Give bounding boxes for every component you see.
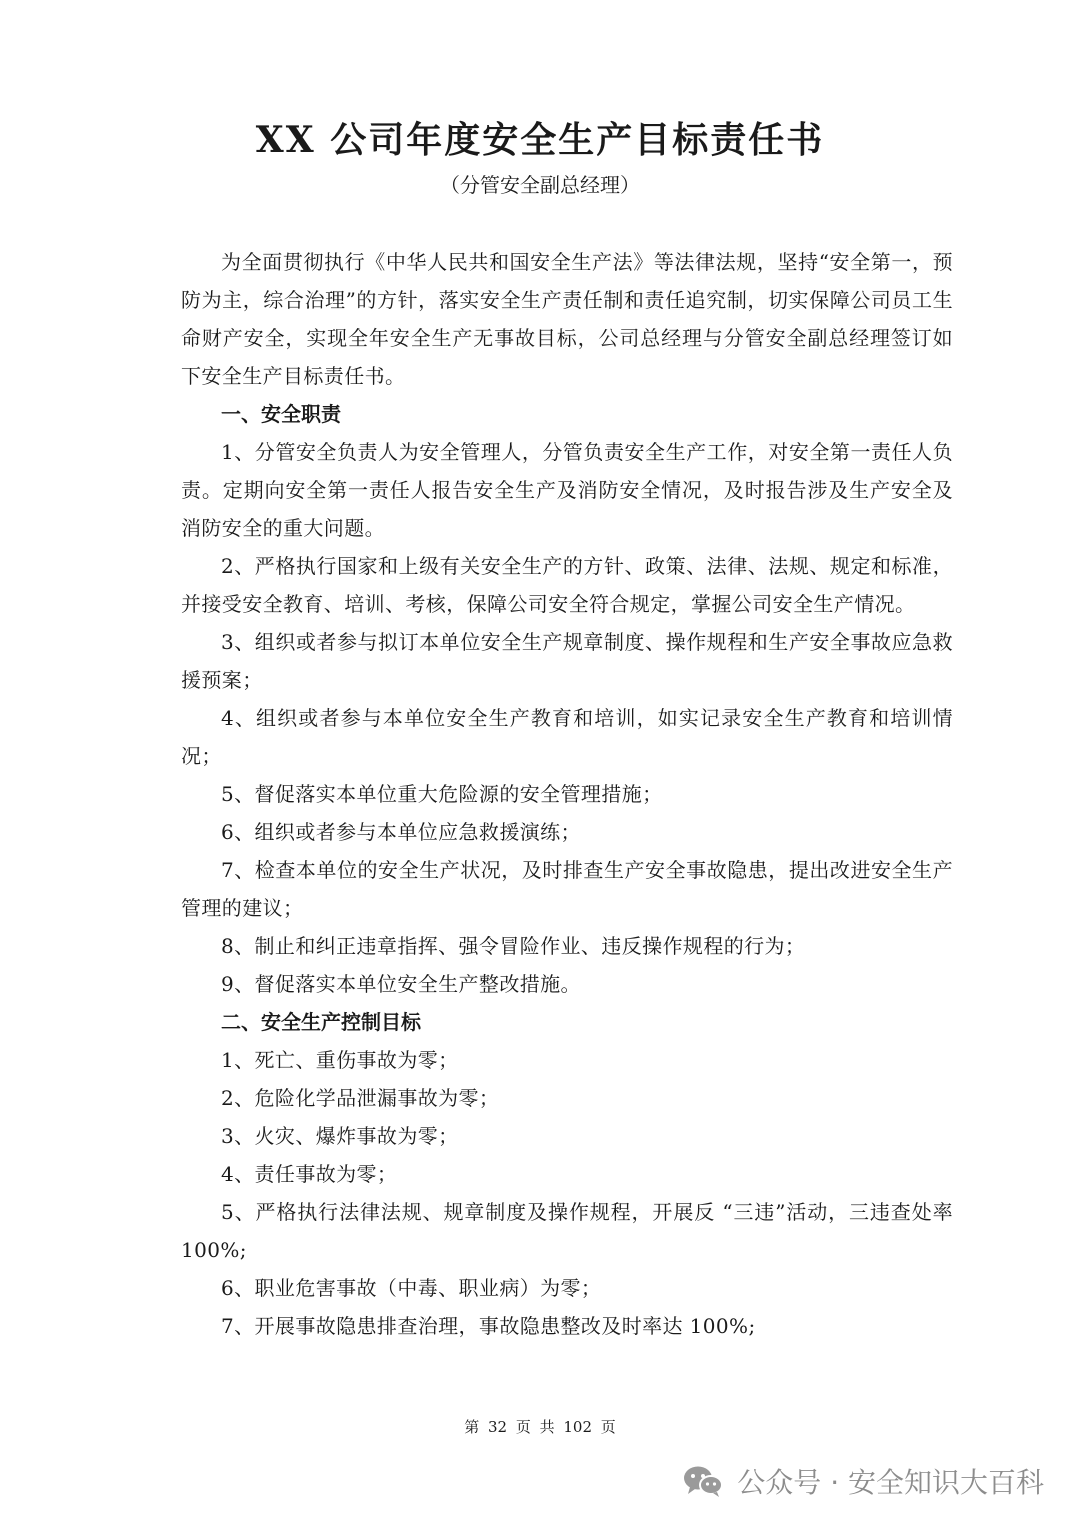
intro-paragraph: 为全面贯彻执行《中华人民共和国安全生产法》等法律法规，坚持“安全第一，预防为主，综合治理”的方针，落实安全生产责任制和责任追究制，切实保障公司员工生命财产安全，实现全年安全生产无事故目标，公司总经理与分管安全副总经理签订如下安全生产目标责任书。 [181,250,953,388]
section-heading-duties: 一、安全职责 [221,402,341,426]
target-item: 3、火灾、爆炸事故为零； [221,1124,459,1148]
duty-item: 5、督促落实本单位重大危险源的安全管理措施； [221,782,663,806]
target-item: 4、责任事故为零； [221,1162,398,1186]
page-title: XX 公司年度安全生产目标责任书 [255,119,825,161]
duty-item: 2、严格执行国家和上级有关安全生产的方针、政策、法律、法规、规定和标准，并接受安全教育、培训、考核，保障公司安全符合规定，掌握公司安全生产情况。 [181,554,953,616]
duty-item: 4、组织或者参与本单位安全生产教育和培训，如实记录安全生产教育和培训情况； [181,706,953,768]
duty-item: 9、督促落实本单位安全生产整改措施。 [221,972,581,996]
page-subtitle: （分管安全副总经理） [440,173,640,197]
duty-item: 3、组织或者参与拟订本单位安全生产规章制度、操作规程和生产安全事故应急救援预案； [181,630,953,692]
duty-item: 7、检查本单位的安全生产状况，及时排查生产安全事故隐患，提出改进安全生产管理的建议； [181,858,953,920]
section-heading-targets: 二、安全生产控制目标 [221,1010,421,1034]
watermark [681,1458,1044,1504]
duty-item: 1、分管安全负责人为安全管理人，分管负责安全生产工作，对安全第一责任人负责。定期向安全第一责任人报告安全生产及消防安全情况，及时报告涉及生产安全及消防安全的重大问题。 [181,440,953,540]
page-number: 第 32 页 共 102 页 [464,1418,616,1436]
target-item: 1、死亡、重伤事故为零； [221,1048,459,1072]
target-item: 7、开展事故隐患排查治理，事故隐患整改及时率达 100%; [221,1314,756,1338]
watermark-text: 公众号 · 安全知识大百科 [737,1466,1044,1499]
duty-item: 8、制止和纠正违章指挥、强令冒险作业、违反操作规程的行为； [221,934,806,958]
target-item: 6、职业危害事故（中毒、职业病）为零； [221,1276,602,1300]
duty-item: 6、组织或者参与本单位应急救援演练； [221,820,581,844]
target-item: 5、严格执行法律法规、规章制度及操作规程，开展反 “三违”活动，三违查处率 100%; [181,1200,953,1262]
document-body [181,243,953,1345]
wechat-icon [681,1463,725,1499]
target-item: 2、危险化学品泄漏事故为零； [221,1086,500,1110]
